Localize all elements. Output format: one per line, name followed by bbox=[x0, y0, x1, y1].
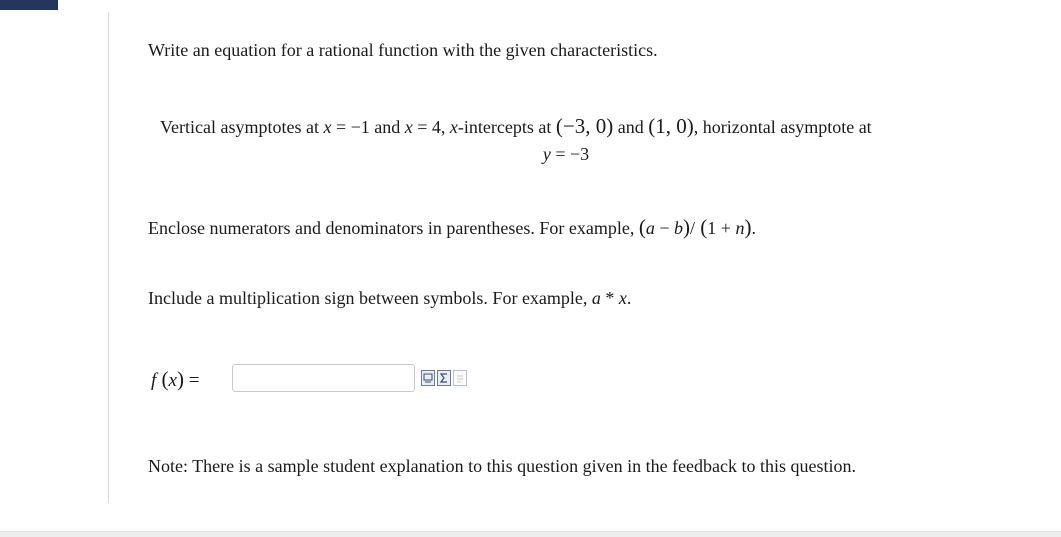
math-star: * bbox=[600, 288, 619, 308]
content-divider bbox=[108, 12, 109, 503]
math-paren: ) bbox=[683, 215, 691, 239]
math-value: 1 bbox=[707, 218, 717, 238]
problem-text: , horizontal asymptote at bbox=[693, 117, 872, 137]
math-paren: ) bbox=[176, 367, 184, 391]
math-paren: ) bbox=[744, 215, 752, 239]
instruction-parentheses bbox=[148, 215, 756, 240]
question-prompt: Write an equation for a rational function with the given characteristics. bbox=[148, 40, 658, 60]
math-var-x: x bbox=[618, 288, 627, 308]
math-var-x: x bbox=[449, 117, 458, 137]
problem-text: -intercepts at bbox=[457, 117, 556, 137]
math-var-y: y bbox=[542, 144, 551, 164]
math-paren: ( bbox=[156, 367, 169, 391]
math-minus: − bbox=[654, 218, 675, 238]
math-var-n: n bbox=[735, 218, 745, 238]
math-var-b: b bbox=[674, 218, 684, 238]
instruction-text: Enclose numerators and denominators in parentheses. For example, bbox=[148, 218, 639, 238]
math-value: −3 bbox=[570, 144, 590, 164]
instruction-multiplication bbox=[148, 288, 631, 309]
answer-input[interactable] bbox=[232, 364, 415, 392]
math-func-f: f bbox=[151, 370, 157, 391]
help-page-icon[interactable] bbox=[453, 370, 467, 386]
math-var-x: x bbox=[404, 117, 413, 137]
math-var-x: x bbox=[323, 117, 332, 137]
math-point: (1, 0) bbox=[648, 114, 694, 138]
header-tab bbox=[0, 0, 58, 10]
page-footer bbox=[0, 531, 1061, 537]
math-var-a: a bbox=[591, 288, 601, 308]
math-eq: = bbox=[183, 370, 200, 391]
math-plus: + bbox=[716, 218, 736, 238]
math-var-x: x bbox=[168, 370, 177, 391]
math-value: −1 bbox=[350, 117, 370, 137]
problem-text: Vertical asymptotes at bbox=[160, 117, 324, 137]
math-var-a: a bbox=[645, 218, 655, 238]
math-value: 4 bbox=[431, 117, 441, 137]
math-eq: = bbox=[331, 117, 351, 137]
instruction-end: . bbox=[626, 288, 632, 308]
math-slash: / bbox=[690, 218, 696, 238]
math-paren: ( bbox=[638, 215, 646, 239]
problem-statement bbox=[160, 114, 972, 139]
preview-icon[interactable] bbox=[421, 370, 435, 386]
problem-text: and bbox=[613, 117, 649, 137]
math-eq: = bbox=[412, 117, 432, 137]
equation-editor-icon[interactable] bbox=[437, 370, 451, 386]
instruction-end: . bbox=[751, 218, 756, 238]
problem-statement-cont bbox=[160, 144, 972, 165]
problem-text: and bbox=[369, 117, 405, 137]
math-eq: = bbox=[550, 144, 570, 164]
answer-label bbox=[151, 367, 199, 392]
math-point: (−3, 0) bbox=[555, 114, 614, 138]
problem-text: , bbox=[440, 117, 450, 137]
instruction-text: Include a multiplication sign between symbols. For example, bbox=[148, 288, 592, 308]
feedback-note: Note: There is a sample student explanation to this question given in the feedback to this question. bbox=[148, 456, 857, 476]
math-paren: ( bbox=[695, 215, 708, 239]
